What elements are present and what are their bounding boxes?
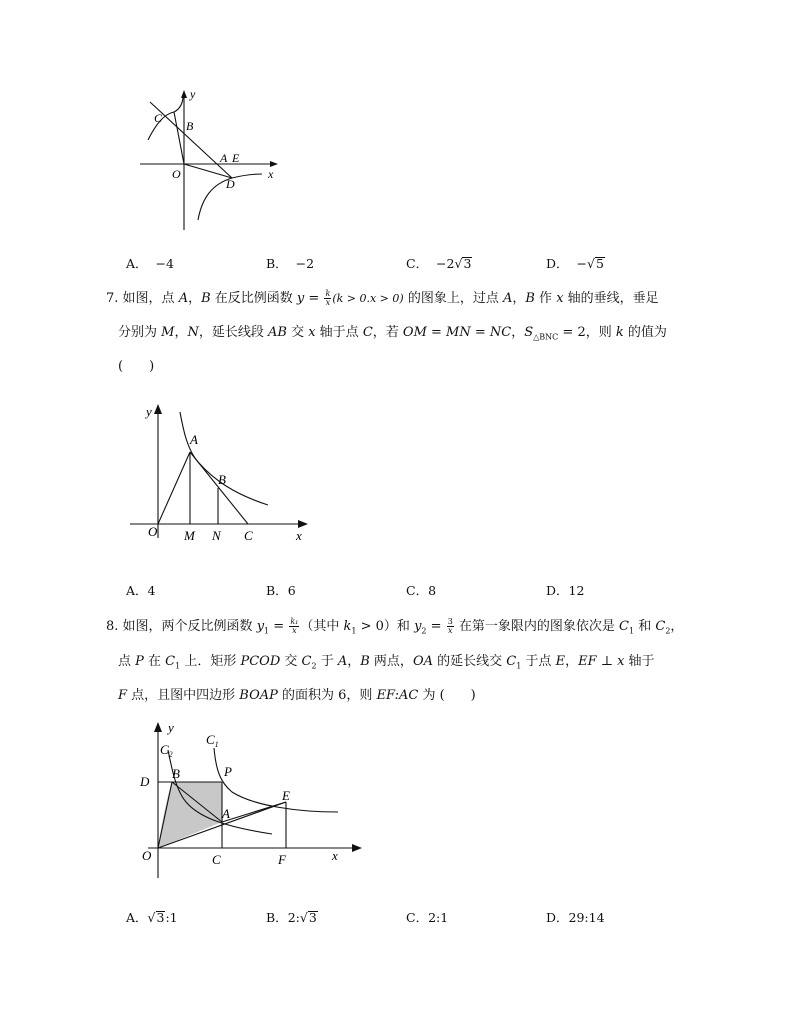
q8-label-e: E <box>282 788 290 803</box>
q8-label-d: D <box>140 774 150 789</box>
q8-line-1: 8. 如图，两个反比例函数 $y_1$ = $\frac{\text{k₁}}{x}$ （其中 $k_1 > 0$）和 $y_2$ = $\frac{3}{x}$ 在第一象限内的图象依次是 $C_1$ 和 $C_2$， <box>106 617 684 636</box>
q6-label-d: D <box>226 177 235 191</box>
q7-label-o: O <box>148 524 158 539</box>
q8-curve-c1 <box>214 748 338 812</box>
q8-label-x: x <box>332 848 338 863</box>
q8-option-a[interactable]: A．√3:1 <box>126 910 178 925</box>
q6-label-a: A <box>220 151 228 165</box>
q8-label-f: F <box>278 852 286 867</box>
q6-option-b[interactable]: B． −2 <box>266 256 315 271</box>
q7-curve <box>180 412 268 505</box>
q6-label-x: x <box>268 167 274 181</box>
q7-figure <box>130 398 320 548</box>
q7-answer-paren: ( ) <box>118 359 155 374</box>
q7-option-a[interactable]: A．4 <box>126 583 156 598</box>
q7-line-2: 分别为 M，N，延长线段 AB 交 x 轴于点 C，若 OM = MN = NC，$S_{\triangle BNC} = 2$，则 k 的值为 <box>118 325 667 342</box>
q7-line-1: 7. 如图，点 A，B 在反比例函数 y = $\frac{k}{x}$ (k > 0.x > 0) 的图象上，过点 A，B 作 x 轴的垂线，垂足 <box>106 289 659 307</box>
q7-line-oa <box>158 452 190 524</box>
q6-label-y: y <box>190 88 196 101</box>
q8-label-p: P <box>224 764 232 779</box>
q7-label-n: N <box>212 528 221 543</box>
q8-option-b[interactable]: B．2:√3 <box>266 910 317 925</box>
q6-option-c[interactable]: C． −2√3 <box>406 256 472 271</box>
q6-label-o: O <box>172 167 181 181</box>
q6-line-co <box>174 112 184 164</box>
q8-option-c[interactable]: C．2:1 <box>406 910 449 925</box>
q6-label-b: B <box>186 119 194 133</box>
q8-label-c: C <box>212 852 221 867</box>
q6-option-a[interactable]: A． −4 <box>126 256 174 271</box>
q7-label-m: M <box>184 528 195 543</box>
q6-label-e: E <box>232 151 240 165</box>
q6-label-c: C <box>154 111 163 125</box>
q8-label-o: O <box>142 848 152 863</box>
q7-label-c: C <box>244 528 253 543</box>
q8-label-c1: $C_1$ <box>206 732 219 749</box>
q7-label-x: x <box>296 528 302 543</box>
q7-label-y: y <box>146 404 152 419</box>
q8-label-b: B <box>172 766 180 781</box>
q8-line-2: 点 P 在 $C_1$ 上．矩形 PCOD 交 $C_2$ 于 A，B 两点，OA 的延长线交 $C_1$ 于点 E，EF ⊥ x 轴于 <box>118 654 655 671</box>
q7-label-a: A <box>190 432 198 447</box>
q7-label-b: B <box>218 472 226 487</box>
q7-option-c[interactable]: C．8 <box>406 583 437 598</box>
q7-option-b[interactable]: B．6 <box>266 583 296 598</box>
q8-figure <box>128 718 368 888</box>
q7-line-ac <box>190 452 248 524</box>
q8-label-a: A <box>222 806 230 821</box>
q6-figure <box>140 88 290 238</box>
q8-option-d[interactable]: D．29:14 <box>546 910 605 925</box>
q8-line-3: F 点，且图中四边形 BOAP 的面积为 6，则 EF:AC 为 ( ) <box>118 688 476 703</box>
q7-option-d[interactable]: D．12 <box>546 583 585 598</box>
q6-option-d[interactable]: D． −√5 <box>546 256 604 271</box>
q8-label-c2: $C_2$ <box>160 742 173 759</box>
q8-label-y: y <box>168 720 174 735</box>
